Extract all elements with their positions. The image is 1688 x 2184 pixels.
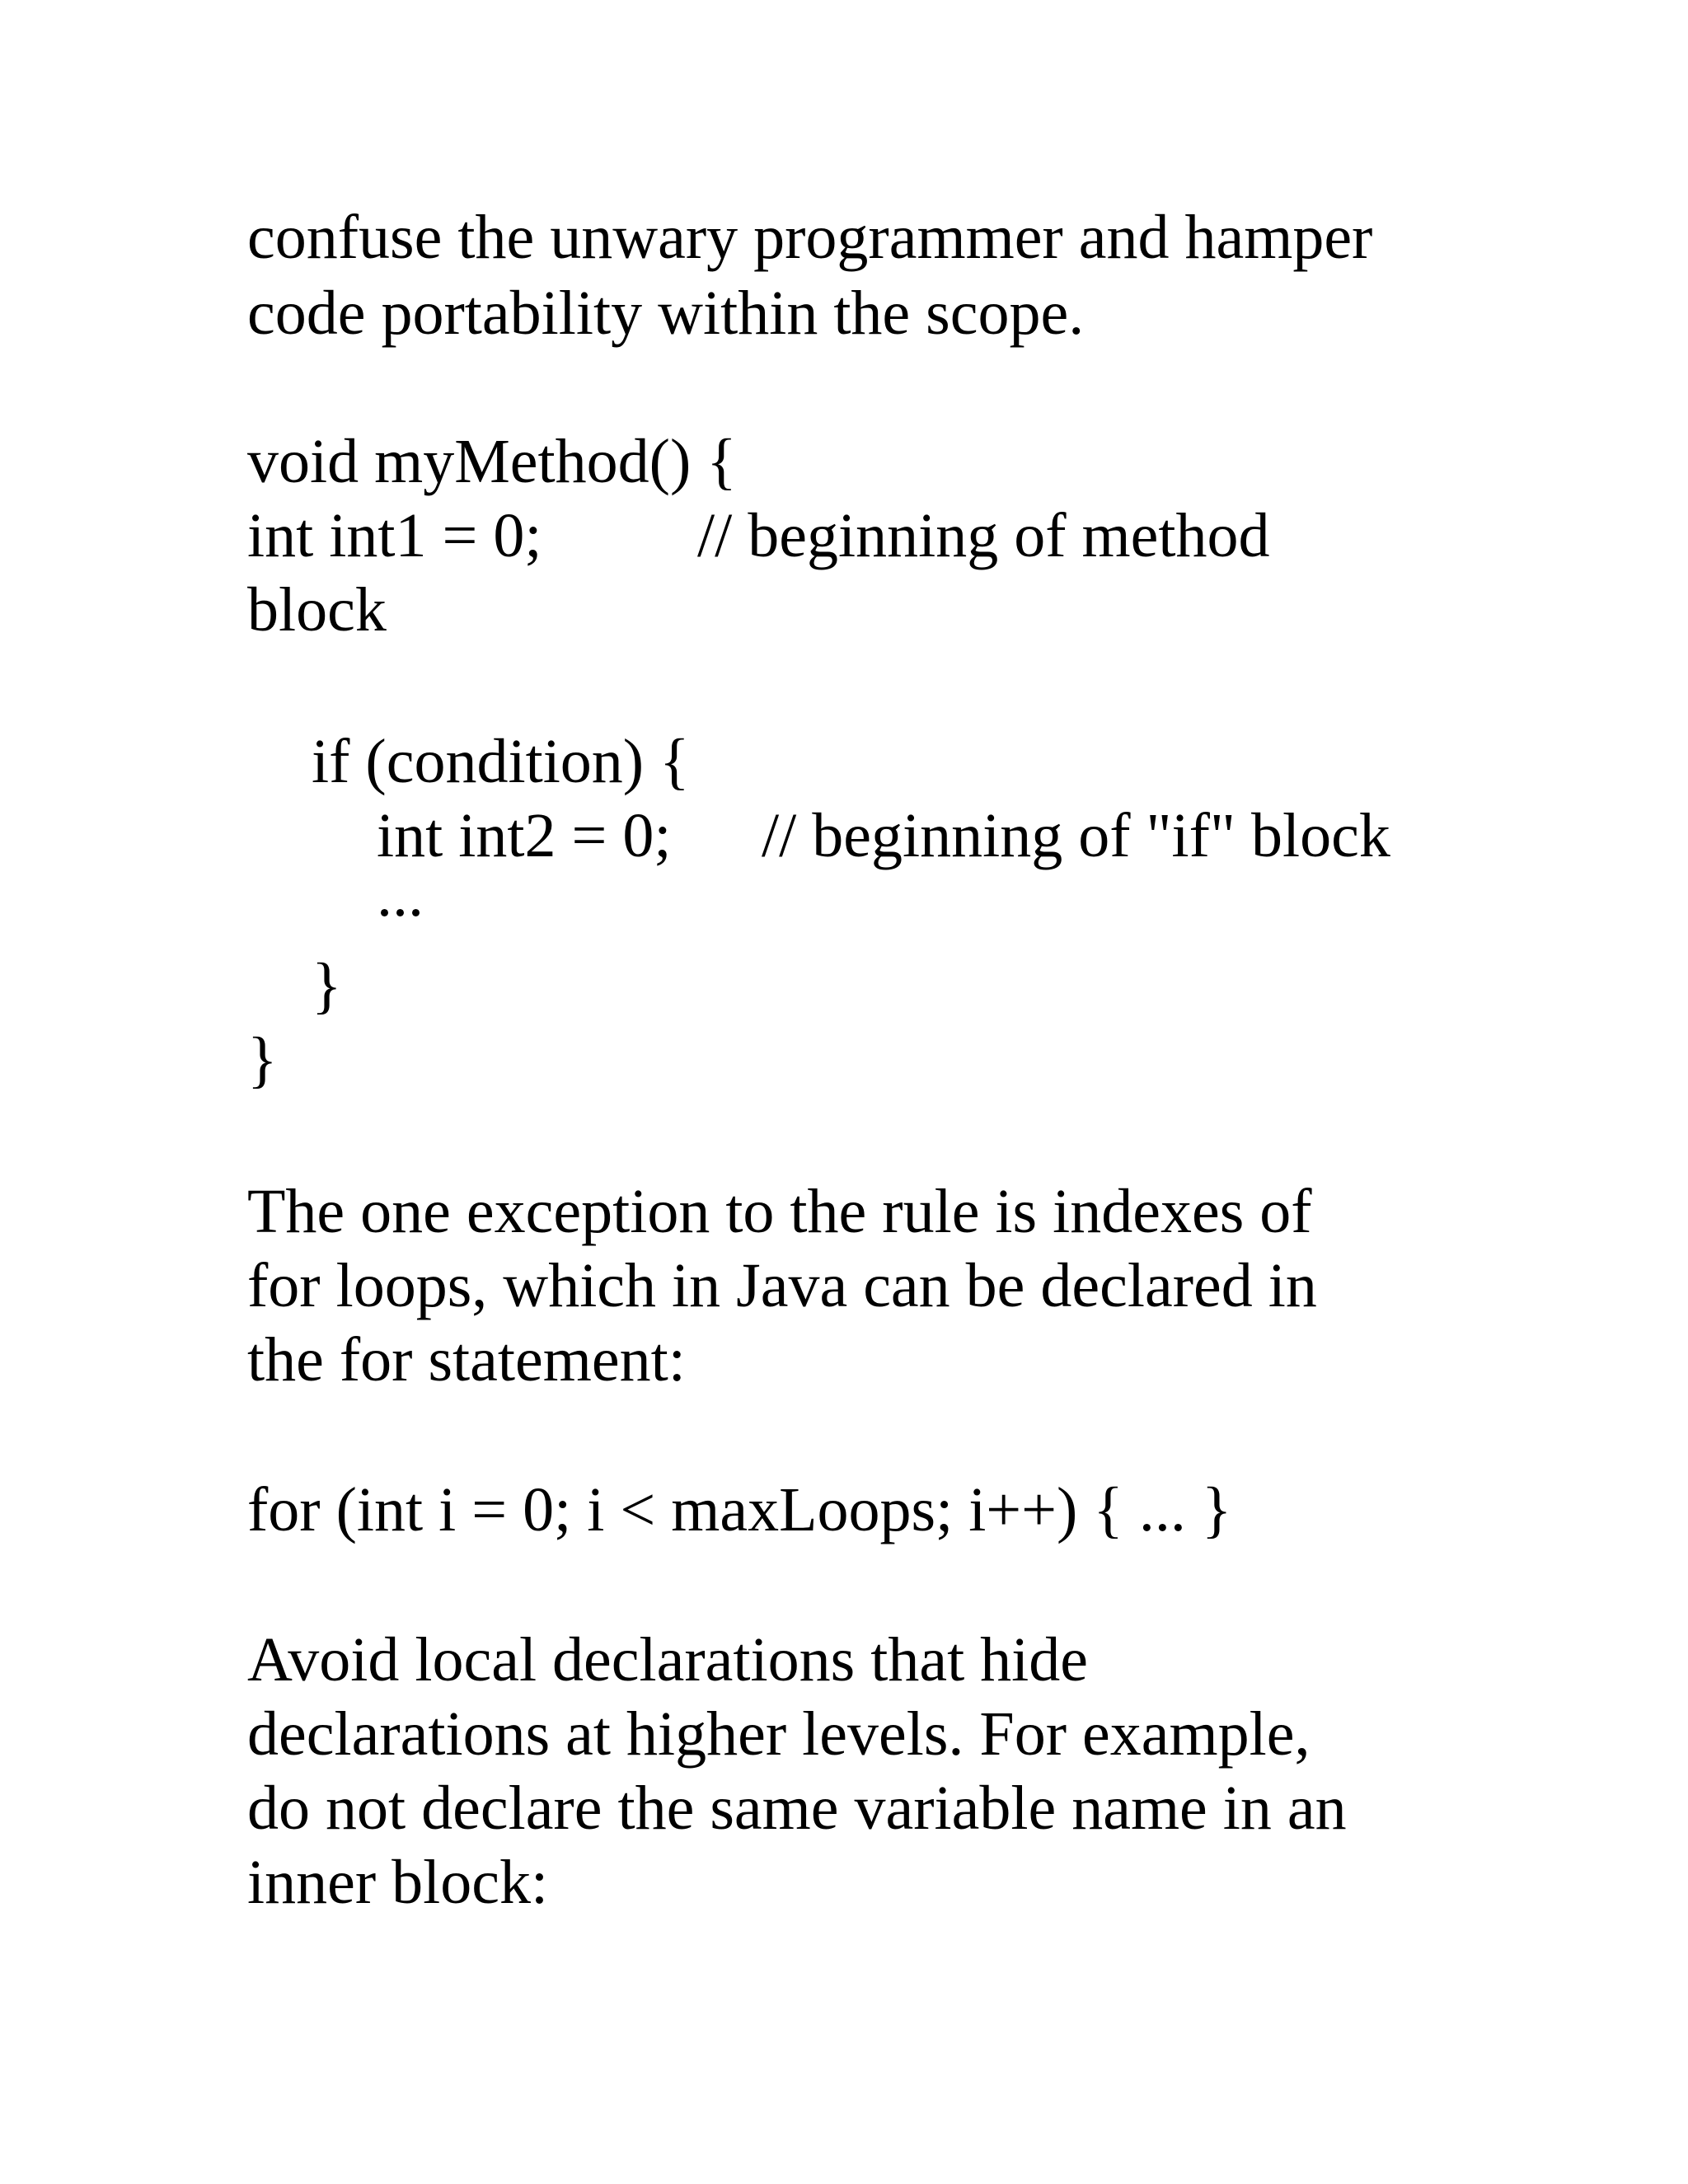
paragraph-1-line-1: confuse the unwary programmer and hamper xyxy=(247,203,1373,272)
code-for-loop-line: for (int i = 0; i < maxLoops; i++) { ... } xyxy=(247,1475,1232,1544)
code-ellipsis: ... xyxy=(377,860,424,930)
paragraph-2-line-2: for loops, which in Java can be declared in xyxy=(247,1251,1317,1320)
code-int1-declaration: int int1 = 0; xyxy=(247,501,542,570)
paragraph-2-line-3: the for statement: xyxy=(247,1325,686,1394)
code-int1-comment: // beginning of method xyxy=(697,501,1270,570)
code-method-signature: void myMethod() { xyxy=(247,427,737,496)
code-inner-close-brace: } xyxy=(312,951,342,1020)
paragraph-3-line-2: declarations at higher levels. For example, xyxy=(247,1699,1311,1769)
paragraph-2-line-1: The one exception to the rule is indexes of xyxy=(247,1177,1312,1246)
paragraph-1-line-2: code portability within the scope. xyxy=(247,279,1085,348)
paragraph-3-line-1: Avoid local declarations that hide xyxy=(247,1625,1089,1694)
code-if-line: if (condition) { xyxy=(312,727,690,796)
code-int2-comment: // beginning of "if" block xyxy=(762,801,1390,870)
code-int1-comment-wrap: block xyxy=(247,575,387,644)
paragraph-3-line-4: inner block: xyxy=(247,1848,549,1917)
code-int2-declaration: int int2 = 0; xyxy=(377,801,672,870)
paragraph-3-line-3: do not declare the same variable name in an xyxy=(247,1774,1347,1843)
code-outer-close-brace: } xyxy=(247,1025,278,1094)
